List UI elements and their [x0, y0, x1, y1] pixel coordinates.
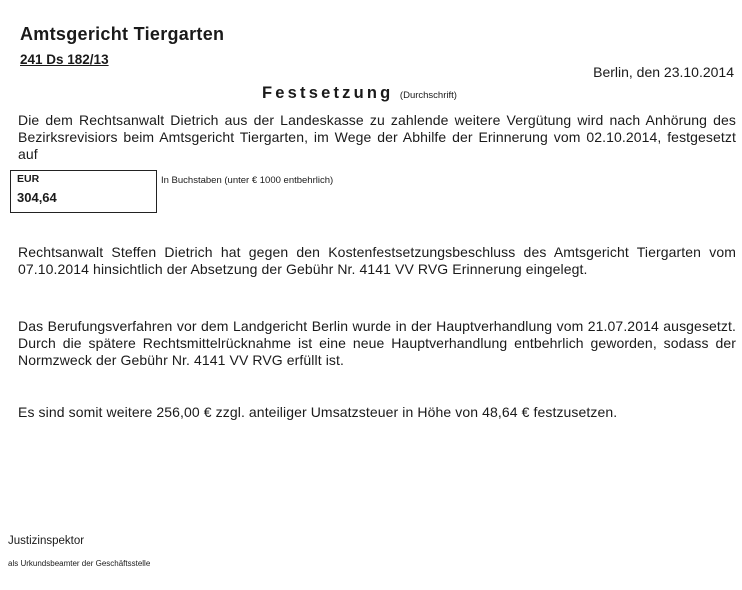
- paragraph-determination: Die dem Rechtsanwalt Dietrich aus der Landeskasse zu zahlende weitere Vergütung wird nach Anhörung des Bezirksrevisiors beim Amtsgericht Tiergarten, im Wege der Abhilfe der Erinnerung vom 02.10.2014, festgesetzt auf: [18, 112, 736, 162]
- amount-in-words-label: In Buchstaben (unter € 1000 entbehrlich): [161, 175, 334, 186]
- document-title-main: Festsetzung: [262, 84, 394, 102]
- file-number: 241 Ds 182/13: [20, 52, 109, 67]
- signer-role: als Urkundsbeamter der Geschäftsstelle: [8, 559, 151, 568]
- document-title-sub: (Durchschrift): [399, 90, 457, 101]
- court-name: Amtsgericht Tiergarten: [20, 24, 225, 44]
- place-date: Berlin, den 23.10.2014: [593, 64, 734, 80]
- signer-title: Justizinspektor: [8, 535, 85, 547]
- amount-currency: EUR: [17, 173, 40, 185]
- paragraph-appeal-proceedings: Das Berufungsverfahren vor dem Landgericht Berlin wurde in der Hauptverhandlung vom 21.07.2014 ausgesetzt. Durch die spätere Rechtsmittelrücknahme ist eine neue Hauptverhandlung entbehrlich geworden, sodass der Normzweck der Gebühr Nr. 4141 VV RVG erfüllt ist.: [18, 318, 736, 368]
- paragraph-conclusion: Es sind somit weitere 256,00 € zzgl. anteiliger Umsatzsteuer in Höhe von 48,64 € festzusetzen.: [18, 404, 618, 420]
- paragraph-objection: Rechtsanwalt Steffen Dietrich hat gegen den Kostenfestsetzungsbeschluss des Amtsgericht Tiergarten vom 07.10.2014 hinsichtlich der Absetzung der Gebühr Nr. 4141 VV RVG Erinnerung eingelegt.: [18, 244, 736, 277]
- document-title: [262, 84, 457, 103]
- amount-box: [10, 170, 157, 213]
- amount-value: 304,64: [17, 190, 57, 205]
